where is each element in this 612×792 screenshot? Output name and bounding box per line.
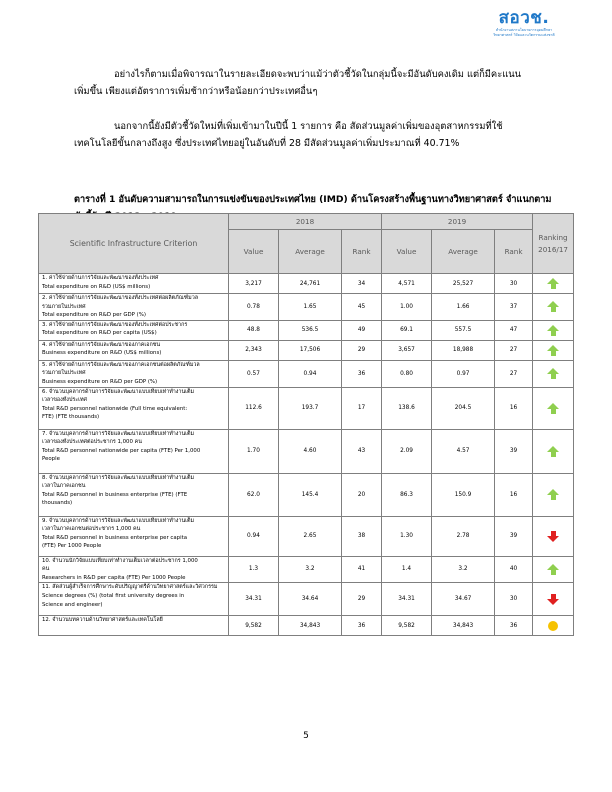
cell-v19: 9,582	[382, 616, 432, 636]
cell-v18: 1.3	[229, 556, 279, 583]
cell-a19: 34,843	[432, 616, 495, 636]
criterion-header: Scientific Infrastructure Criterion	[39, 214, 229, 274]
cell-r19: 40	[495, 556, 533, 583]
cell-v18: 48.8	[229, 320, 279, 340]
cell-a19: 150.9	[432, 473, 495, 516]
trend-cell	[533, 473, 574, 516]
cell-v18: 112.6	[229, 387, 279, 429]
criterion-label-line: 3. ค่าใช้จ่ายด้านการวิจัยและพัฒนาของทั้งประเทศต่อประชากร	[42, 321, 188, 328]
table-row	[39, 429, 574, 473]
cell-v18: 2,343	[229, 340, 279, 360]
cell-v19: 4,571	[382, 274, 432, 294]
cell-r19: 30	[495, 583, 533, 616]
trend-cell	[533, 556, 574, 583]
arrow-up-icon	[547, 564, 559, 575]
criterion-label	[39, 556, 229, 583]
cell-v18: 34.31	[229, 583, 279, 616]
paragraph-1-line1: อย่างไรก็ตามเมื่อพิจารณาในรายละเอียดจะพบว่าแม้ว่าตัวชี้วัดในกลุ่มนี้จะมีอันดับคงเดิม แต่ก็มีคะแนน	[114, 69, 522, 80]
cell-a19: 557.5	[432, 320, 495, 340]
cell-r18: 36	[342, 616, 382, 636]
rank-2019-header: Rank	[495, 230, 533, 274]
cell-r18: 38	[342, 516, 382, 556]
cell-v19: 69.1	[382, 320, 432, 340]
cell-r18: 49	[342, 320, 382, 340]
cell-a18: 34.64	[279, 583, 342, 616]
page-number: 5	[303, 731, 309, 741]
value-2019-header: Value	[382, 230, 432, 274]
cell-v19: 1.00	[382, 294, 432, 321]
table-row	[39, 360, 574, 387]
criterion-label-line: 6. จำนวนบุคลากรด้านการวิจัยและพัฒนาแบบเทียบเท่าทำงานเต็ม	[42, 388, 195, 395]
criterion-label-line: Total R&D personnel nationwide (Full time equivalent:	[42, 405, 188, 412]
cell-a19: 25,527	[432, 274, 495, 294]
cell-r18: 29	[342, 340, 382, 360]
criterion-label	[39, 429, 229, 473]
paragraph-2	[74, 118, 574, 152]
criterion-label-line: Science and engineer)	[42, 601, 103, 608]
cell-a18: 145.4	[279, 473, 342, 516]
cell-v18: 0.94	[229, 516, 279, 556]
ranking-header-line2: 2016/17	[538, 244, 568, 254]
criterion-label-line: FTE) (FTE thousands)	[42, 414, 100, 421]
criterion-label-line: คน	[42, 566, 50, 573]
cell-v18: 9,582	[229, 616, 279, 636]
rank-2018-header: Rank	[342, 230, 382, 274]
criterion-label-line: Science degrees (%) (total first university degrees in	[42, 592, 185, 599]
criterion-label	[39, 274, 229, 294]
trend-cell	[533, 294, 574, 321]
trend-cell	[533, 340, 574, 360]
cell-r19: 47	[495, 320, 533, 340]
cell-a18: 193.7	[279, 387, 342, 429]
cell-a18: 34,843	[279, 616, 342, 636]
criterion-label	[39, 473, 229, 516]
cell-r19: 37	[495, 294, 533, 321]
cell-a18: 536.5	[279, 320, 342, 340]
trend-cell	[533, 516, 574, 556]
criterion-label-line: 9. จำนวนบุคลากรด้านการวิจัยและพัฒนาแบบเทียบเท่าทำงานเต็ม	[42, 517, 195, 524]
criterion-label-line: 2. ค่าใช้จ่ายด้านการวิจัยและพัฒนาของทั้งประเทศต่อผลิตภัณฑ์มวล	[42, 295, 199, 301]
logo-subtitle-line2: วิทยาศาสตร์ วิจัยและนวัตกรรมแห่งชาติ	[493, 33, 555, 37]
criterion-label-line: Total R&D personnel in business enterprise per capita	[42, 534, 187, 541]
cell-v19: 3,657	[382, 340, 432, 360]
table-caption-line1: ตารางที่ 1 อันดับความสามารถในการแข่งขันของประเทศไทย (IMD) ด้านโครงสร้างพื้นฐานทางวิทยาศาสตร์ จำแนกตาม	[74, 194, 552, 205]
logo	[470, 8, 578, 50]
cell-a18: 0.94	[279, 360, 342, 387]
criterion-label	[39, 616, 229, 636]
arrow-up-icon	[547, 345, 559, 356]
cell-r18: 20	[342, 473, 382, 516]
criterion-label-line: 12. จำนวนบทความด้านวิทยาศาสตร์และเทคโนโลยี	[42, 617, 163, 624]
cell-a18: 3.2	[279, 556, 342, 583]
cell-a18: 4.60	[279, 429, 342, 473]
table-row	[39, 387, 574, 429]
criterion-label	[39, 360, 229, 387]
criterion-label-line: Researchers in R&D per capita (FTE) Per 1000 People	[42, 574, 186, 581]
cell-a19: 1.66	[432, 294, 495, 321]
cell-a18: 17,506	[279, 340, 342, 360]
ranking-header	[533, 214, 574, 274]
cell-v19: 138.6	[382, 387, 432, 429]
criterion-label-line: People	[42, 456, 60, 463]
trend-cell	[533, 616, 574, 636]
same-circle-icon	[548, 621, 558, 631]
trend-cell	[533, 360, 574, 387]
criterion-label-line: Total R&D personnel nationwide per capita (FTE) Per 1,000	[42, 447, 201, 454]
table-row	[39, 473, 574, 516]
arrow-down-icon	[547, 531, 559, 542]
cell-a18: 24,761	[279, 274, 342, 294]
cell-v18: 3,217	[229, 274, 279, 294]
cell-r19: 39	[495, 516, 533, 556]
criterion-label	[39, 516, 229, 556]
criterion-label-line: 7. จำนวนบุคลากรด้านการวิจัยและพัฒนาแบบเทียบเท่าทำงานเต็ม	[42, 430, 195, 437]
year-2019-header: 2019	[382, 214, 533, 230]
cell-r18: 41	[342, 556, 382, 583]
arrow-up-icon	[547, 301, 559, 312]
value-2018-header: Value	[229, 230, 279, 274]
logo-text: สอวช.	[498, 8, 550, 28]
cell-a19: 3.2	[432, 556, 495, 583]
cell-r19: 30	[495, 274, 533, 294]
table-row	[39, 320, 574, 340]
trend-cell	[533, 429, 574, 473]
arrow-up-icon	[547, 489, 559, 500]
cell-v18: 0.78	[229, 294, 279, 321]
cell-v19: 1.30	[382, 516, 432, 556]
indicator-table	[38, 213, 574, 636]
cell-r19: 16	[495, 387, 533, 429]
criterion-label-line: รวมภายในประเทศ	[42, 370, 86, 377]
arrow-down-icon	[547, 594, 559, 605]
cell-r19: 27	[495, 360, 533, 387]
cell-a19: 0.97	[432, 360, 495, 387]
criterion-label-line: รวมภายในประเทศ	[42, 303, 86, 310]
average-2018-header: Average	[279, 230, 342, 274]
cell-a19: 4.57	[432, 429, 495, 473]
cell-r18: 45	[342, 294, 382, 321]
cell-r19: 16	[495, 473, 533, 516]
criterion-label-line: 8. จำนวนบุคลากรด้านการวิจัยและพัฒนาแบบเทียบเท่าทำงานเต็ม	[42, 474, 195, 481]
table-row	[39, 294, 574, 321]
cell-a19: 2.78	[432, 516, 495, 556]
table-row	[39, 616, 574, 636]
criterion-label-line: Total expenditure on R&D (US$ millions)	[42, 283, 151, 290]
criterion-label-line: เวลาของทั้งประเทศ	[42, 397, 87, 404]
cell-v19: 2.09	[382, 429, 432, 473]
cell-r19: 39	[495, 429, 533, 473]
arrow-up-icon	[547, 278, 559, 289]
arrow-up-icon	[547, 446, 559, 457]
table-row	[39, 274, 574, 294]
cell-r18: 29	[342, 583, 382, 616]
table-row	[39, 340, 574, 360]
criterion-label-line: 10. จำนวนนักวิจัยแบบเทียบเท่าทำงานเต็มเวลาต่อประชากร 1,000	[42, 557, 198, 564]
criterion-label	[39, 583, 229, 616]
criterion-label-line: 11. สัดส่วนผู้สำเร็จการศึกษาระดับปริญญาตรีด้านวิทยาศาสตร์และวิศวกรรม	[42, 584, 218, 591]
year-2018-header: 2018	[229, 214, 382, 230]
cell-a19: 34.67	[432, 583, 495, 616]
criterion-label-line: เวลาของทั้งประเทศต่อประชากร 1,000 คน	[42, 439, 142, 446]
trend-cell	[533, 274, 574, 294]
cell-a18: 2.65	[279, 516, 342, 556]
paragraph-1-line2: เพิ่มขึ้น เพียงแต่อัตราการเพิ่มช้ากว่าหรือน้อยกว่าประเทศอื่นๆ	[74, 86, 318, 97]
cell-a18: 1.65	[279, 294, 342, 321]
table-row	[39, 583, 574, 616]
cell-r18: 43	[342, 429, 382, 473]
average-2019-header: Average	[432, 230, 495, 274]
cell-v18: 62.0	[229, 473, 279, 516]
criterion-label	[39, 320, 229, 340]
criterion-label-line: 1. ค่าใช้จ่ายด้านการวิจัยและพัฒนาของทั้งประเทศ	[42, 275, 159, 281]
criterion-label-line: Total R&D personnel in business enterprise (FTE) (FTE	[42, 491, 188, 498]
criterion-label-line: (FTE) Per 1000 People	[42, 543, 102, 550]
trend-cell	[533, 320, 574, 340]
paragraph-2-line1: นอกจากนี้ยังมีตัวชี้วัดใหม่ที่เพิ่มเข้ามาในปีนี้ 1 รายการ คือ สัดส่วนมูลค่าเพิ่มของอุตสาหกรรมที่ใช้	[114, 121, 503, 132]
table-row	[39, 556, 574, 583]
cell-r18: 36	[342, 360, 382, 387]
cell-r19: 36	[495, 616, 533, 636]
cell-r19: 27	[495, 340, 533, 360]
trend-cell	[533, 387, 574, 429]
criterion-label-line: 5. ค่าใช้จ่ายด้านการวิจัยและพัฒนาของภาคเอกชนต่อผลิตภัณฑ์มวล	[42, 361, 200, 368]
criterion-label-line: Total expenditure on R&D per capita (US$)	[42, 330, 157, 337]
cell-v18: 1.70	[229, 429, 279, 473]
criterion-label-line: thousands)	[42, 500, 73, 507]
cell-a19: 204.5	[432, 387, 495, 429]
criterion-label	[39, 387, 229, 429]
cell-r18: 17	[342, 387, 382, 429]
cell-v19: 86.3	[382, 473, 432, 516]
paragraph-2-line2: เทคโนโลยีขั้นกลางถึงสูง ซึ่งประเทศไทยอยู่ในอันดับที่ 28 มีสัดส่วนมูลค่าเพิ่มประมาณที่ 40.71%	[74, 138, 460, 149]
criterion-label-line: เวลาในภาคเอกชนต่อประชากร 1,000 คน	[42, 526, 141, 533]
logo-subtitle-line1: สำนักงานสภานโยบายการอุดมศึกษา	[495, 28, 553, 32]
indicator-table-body	[39, 274, 574, 636]
table-row	[39, 516, 574, 556]
criterion-label	[39, 340, 229, 360]
arrow-up-icon	[547, 403, 559, 414]
cell-v18: 0.57	[229, 360, 279, 387]
paragraph-1	[74, 66, 574, 100]
criterion-label-line: Business expenditure on R&D per GDP (%)	[42, 378, 158, 385]
cell-a19: 18,988	[432, 340, 495, 360]
criterion-label	[39, 294, 229, 321]
arrow-up-icon	[547, 325, 559, 336]
criterion-label-line: Business expenditure on R&D (US$ millions)	[42, 350, 162, 357]
ranking-header-line1: Ranking	[538, 232, 568, 242]
cell-v19: 34.31	[382, 583, 432, 616]
criterion-label-line: เวลาในภาคเอกชน	[42, 483, 86, 490]
criterion-label-line: Total expenditure on R&D per GDP (%)	[42, 312, 146, 319]
cell-v19: 1.4	[382, 556, 432, 583]
cell-v19: 0.80	[382, 360, 432, 387]
criterion-label-line: 4. ค่าใช้จ่ายด้านการวิจัยและพัฒนาของภาคเอกชน	[42, 341, 161, 348]
trend-cell	[533, 583, 574, 616]
cell-r18: 34	[342, 274, 382, 294]
arrow-up-icon	[547, 368, 559, 379]
